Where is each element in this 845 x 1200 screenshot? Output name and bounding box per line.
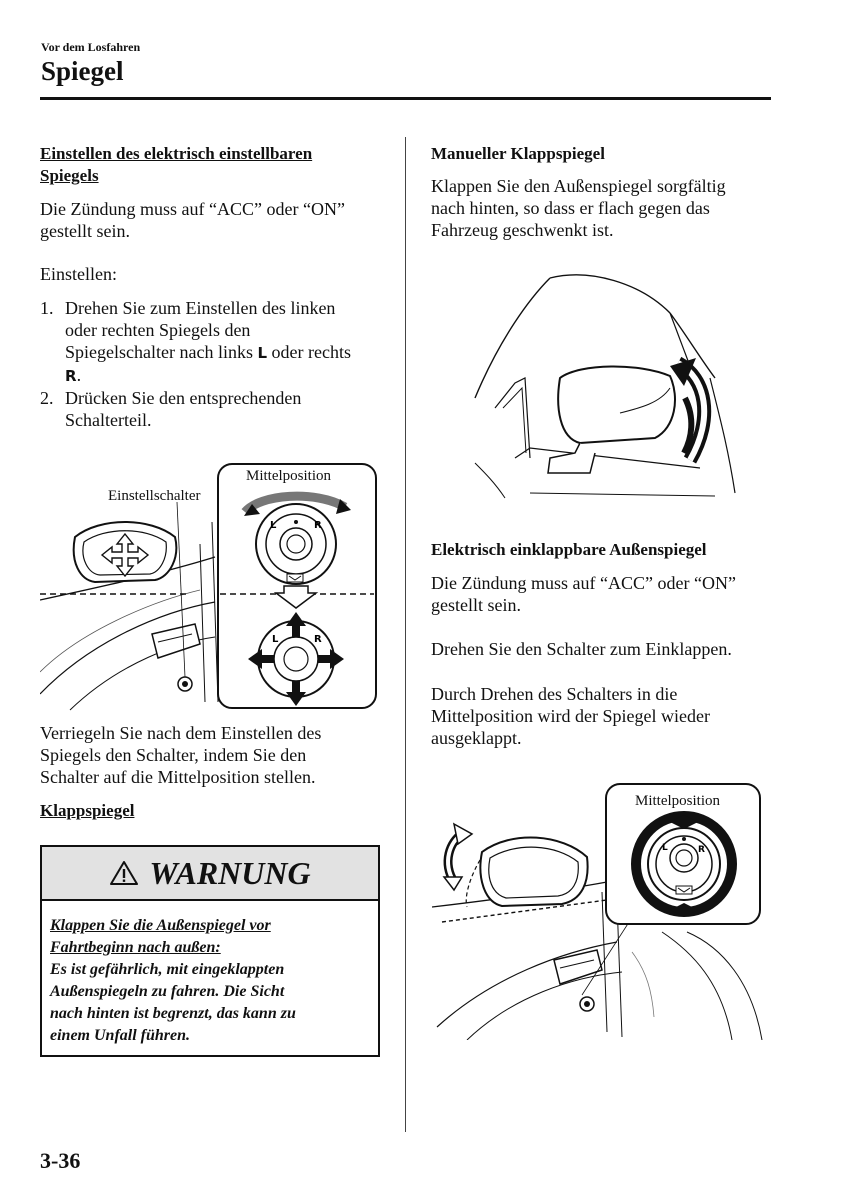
left-switch-symbol: L — [257, 344, 268, 362]
column-divider — [405, 137, 406, 1132]
warning-text — [42, 901, 378, 1047]
folded-mirror-icon — [558, 366, 675, 443]
section-kicker: Vor dem Losfahren — [41, 40, 141, 54]
mirror-adjust-figure — [40, 462, 380, 712]
heading-line-2: Spiegels — [40, 166, 99, 185]
step-1-line-3: Spiegelschalter nach links — [65, 342, 253, 362]
manual-line-2: nach hinten, so dass er flach gegen das — [431, 198, 710, 218]
fold-mirror-heading: Klappspiegel — [40, 801, 135, 820]
rotate-fold-arrow-icon — [444, 824, 472, 890]
label-center-position-2: Mittelposition — [635, 793, 721, 809]
svg-text:R: R — [698, 845, 705, 855]
lock-line-3: Schalter auf die Mittelposition stellen. — [40, 767, 316, 787]
step-1-number: 1. — [40, 298, 54, 318]
title-rule — [40, 97, 771, 100]
label-center-position: Mittelposition — [246, 468, 332, 484]
svg-text:R: R — [314, 520, 322, 531]
fold-instruction: Drehen Sie den Schalter zum Einklappen. — [431, 639, 732, 659]
warning-line-1: Klappen Sie die Außenspiegel vor — [50, 917, 271, 934]
step-2-number: 2. — [40, 388, 54, 408]
svg-text:L: L — [272, 634, 279, 645]
lock-paragraph — [40, 722, 395, 788]
step-2-line-2: Schalterteil. — [65, 410, 152, 430]
step-1-end: . — [76, 365, 82, 385]
steps-list — [40, 297, 395, 431]
door-handle — [152, 624, 200, 658]
svg-text:L: L — [662, 843, 668, 853]
label-adjust-switch: Einstellschalter — [108, 488, 201, 504]
warning-triangle-icon — [109, 860, 139, 886]
lock-line-1: Verriegeln Sie nach dem Einstellen des — [40, 723, 322, 743]
page-title: Spiegel — [41, 56, 124, 86]
adjust-label: Einstellen: — [40, 264, 117, 284]
unfold-line-3: ausgeklappt. — [431, 728, 522, 748]
step-2-line-1: Drücken Sie den entsprechenden — [65, 388, 302, 408]
unfold-line-1: Durch Drehen des Schalters in die — [431, 684, 678, 704]
unfold-line-2: Mittelposition wird der Spiegel wieder — [431, 706, 710, 726]
svg-text:R: R — [314, 634, 322, 645]
warning-title: WARNUNG — [149, 854, 311, 891]
ignition-line-2: gestellt sein. — [40, 221, 130, 241]
step-1 — [40, 297, 395, 387]
manual-fold-paragraph — [431, 175, 801, 241]
manual-fold-heading: Manueller Klappspiegel — [431, 144, 605, 163]
electric-line-2: gestellt sein. — [431, 595, 521, 615]
manual-line-3: Fahrzeug geschwenkt ist. — [431, 220, 614, 240]
ignition-paragraph — [40, 198, 390, 242]
warning-line-4: Außenspiegeln zu fahren. Die Sicht — [50, 983, 285, 1000]
left-section-heading — [40, 143, 390, 187]
unfold-paragraph — [431, 683, 801, 749]
heading-line-1: Einstellen des elektrisch einstellbaren — [40, 144, 313, 163]
door-handle-2 — [554, 950, 602, 984]
manual-line-1: Klappen Sie den Außenspiegel sorgfältig — [431, 176, 726, 196]
warning-line-2: Fahrtbeginn nach außen: — [50, 939, 221, 956]
step-1-line-2: oder rechten Spiegels den — [65, 320, 251, 340]
electric-line-1: Die Zündung muss auf “ACC” oder “ON” — [431, 573, 736, 593]
step-1-or-right: oder rechts — [271, 342, 351, 362]
svg-text:L: L — [270, 520, 277, 531]
fold-knob-icon — [636, 815, 732, 917]
warning-box — [40, 845, 380, 1057]
warning-line-5: nach hinten ist begrenzt, das kann zu — [50, 1005, 296, 1022]
warning-header — [42, 847, 378, 901]
right-switch-symbol: R — [65, 367, 77, 385]
electric-ignition-paragraph — [431, 572, 801, 616]
manual-fold-figure — [470, 268, 770, 500]
electric-fold-heading: Elektrisch einklappbare Außenspiegel — [431, 540, 707, 559]
step-1-line-1: Drehen Sie zum Einstellen des linken — [65, 298, 336, 318]
electric-fold-figure — [432, 782, 772, 1040]
page-number: 3-36 — [40, 1148, 81, 1173]
lock-line-2: Spiegels den Schalter, indem Sie den — [40, 745, 307, 765]
step-2 — [40, 387, 395, 431]
warning-line-3: Es ist gefährlich, mit eingeklappten — [50, 961, 285, 978]
warning-line-6: einem Unfall führen. — [50, 1027, 191, 1044]
ignition-line-1: Die Zündung muss auf “ACC” oder “ON” — [40, 199, 345, 219]
